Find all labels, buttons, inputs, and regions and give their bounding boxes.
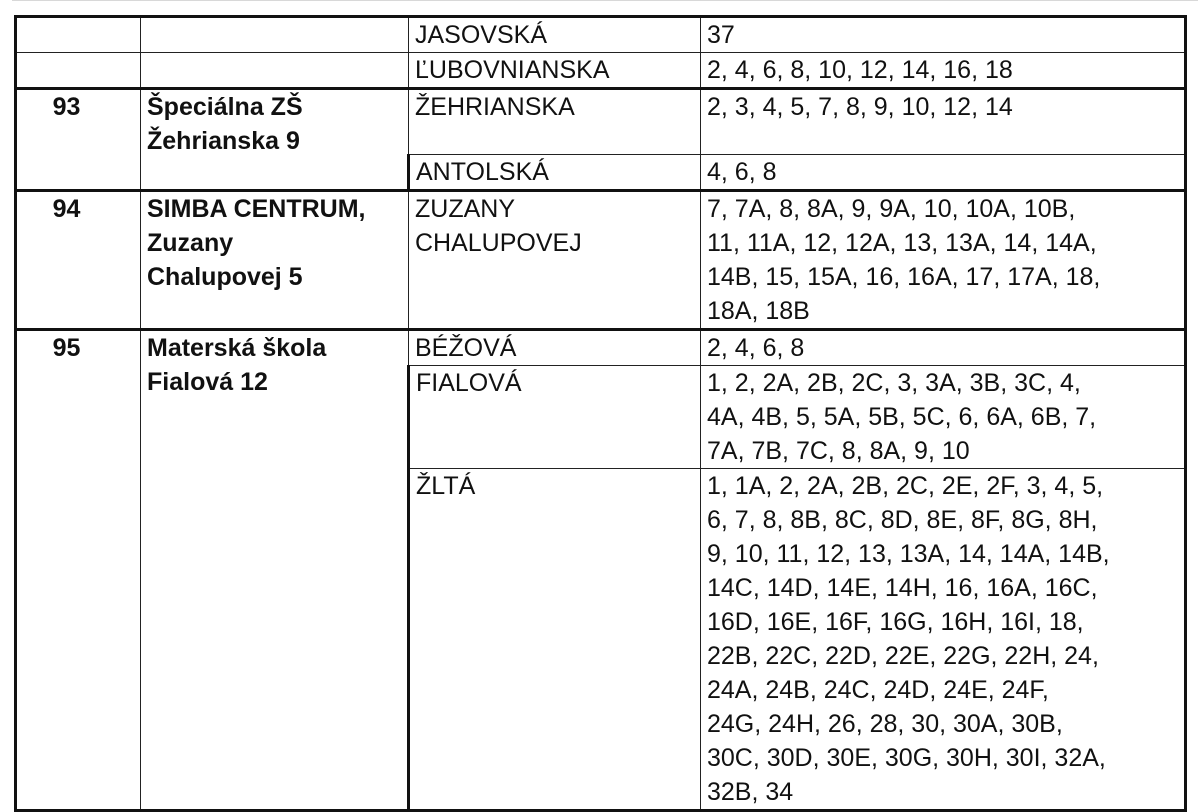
street-cell: ZUZANY CHALUPOVEJ [409,191,701,330]
school-cell [141,53,409,89]
house-numbers-cell: 7, 7A, 8, 8A, 9, 9A, 10, 10A, 10B, 11, 11A, 12, 12A, 13, 13A, 14, 14A, 14B, 15, 15A, 16, 16A, 17, 17A, 18, 18A, 18B [701,191,1186,330]
school-cell: Špeciálna ZŠ Žehrianska 9 [141,89,409,191]
district-number-cell: 95 [16,330,141,811]
street-cell: JASOVSKÁ [409,17,701,53]
house-numbers-cell: 2, 3, 4, 5, 7, 8, 9, 10, 12, 14 [701,89,1186,155]
house-numbers-cell: 1, 1A, 2, 2A, 2B, 2C, 2E, 2F, 3, 4, 5, 6, 7, 8, 8B, 8C, 8D, 8E, 8F, 8G, 8H, 9, 10, 11, 12, 13, 13A, 14, 14A, 14B, 14C, 14D, 14E, 14H, 16, 16A, 16C, 16D, 16E, 16F, 16G, 16H, 16I, 18, 22B, 22C, 22D, 22E, 22G, 22H, 24, 24A, 24B, 24C, 24D, 24E, 24F, 24G, 24H, 26, 28, 30, 30A, 30B, 30C, 30D, 30E, 30G, 30H, 30I, 32A, 32B, 34 [701,469,1186,811]
table-row [16,191,1186,330]
street-cell: ŽLTÁ [409,469,701,811]
street-cell: BÉŽOVÁ [409,330,701,366]
house-numbers-cell: 1, 2, 2A, 2B, 2C, 3, 3A, 3B, 3C, 4, 4A, 4B, 5, 5A, 5B, 5C, 6, 6A, 6B, 7, 7A, 7B, 7C, 8, 8A, 9, 10 [701,366,1186,469]
house-numbers-cell: 4, 6, 8 [701,155,1186,191]
street-cell: ANTOLSKÁ [409,155,701,191]
school-cell [141,17,409,53]
table-row [16,17,1186,53]
house-numbers-cell: 2, 4, 6, 8 [701,330,1186,366]
district-number-cell [16,53,141,89]
table-row [16,53,1186,89]
street-cell: ĽUBOVNIANSKA [409,53,701,89]
document-page [12,0,1198,806]
house-numbers-cell: 2, 4, 6, 8, 10, 12, 14, 16, 18 [701,53,1186,89]
school-cell: SIMBA CENTRUM, Zuzany Chalupovej 5 [141,191,409,330]
table-row [16,330,1186,366]
district-number-cell: 93 [16,89,141,191]
house-numbers-cell: 37 [701,17,1186,53]
district-number-cell [16,17,141,53]
table-row [16,89,1186,155]
street-cell: FIALOVÁ [409,366,701,469]
street-cell: ŽEHRIANSKA [409,89,701,155]
district-number-cell: 94 [16,191,141,330]
school-cell: Materská škola Fialová 12 [141,330,409,811]
polling-district-table [14,15,1187,812]
